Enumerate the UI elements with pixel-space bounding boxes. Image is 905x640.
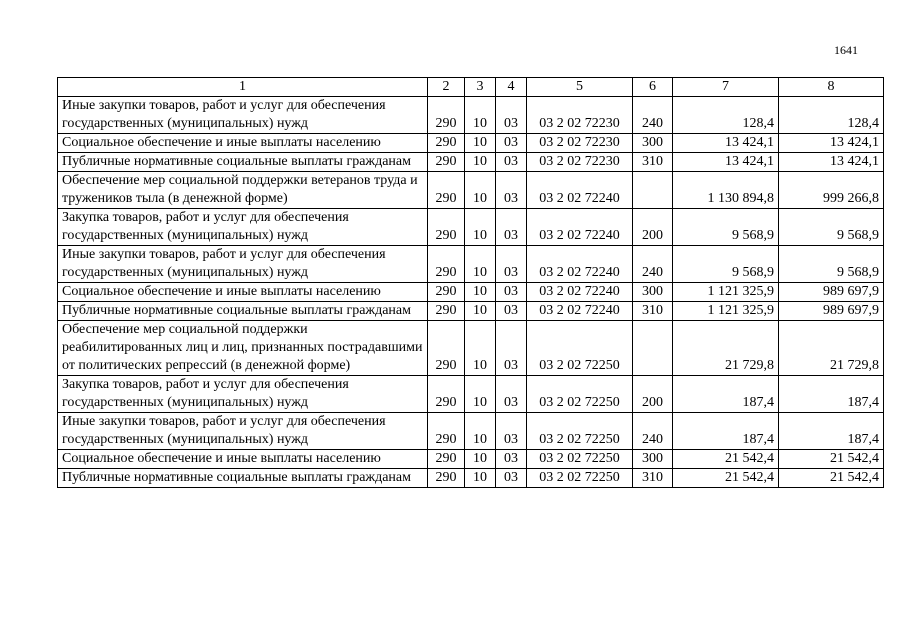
header-cell-3: 3: [465, 78, 496, 97]
row-amount-2: 989 697,9: [779, 302, 884, 321]
budget-table: [57, 77, 884, 488]
header-cell-6: 6: [633, 78, 673, 97]
row-code-pr: 03: [496, 209, 527, 246]
row-amount-1: 187,4: [673, 376, 779, 413]
row-code-rz: 10: [465, 469, 496, 488]
table-row: [58, 283, 884, 302]
row-code-vr: 310: [633, 302, 673, 321]
row-amount-1: 21 542,4: [673, 450, 779, 469]
row-code-pr: 03: [496, 376, 527, 413]
row-amount-1: 9 568,9: [673, 246, 779, 283]
row-name: Иные закупки товаров, работ и услуг для обеспечения государственных (муниципальных) нужд: [58, 246, 428, 283]
table-row: [58, 97, 884, 134]
row-code-vr: 310: [633, 469, 673, 488]
row-code-gr: 290: [428, 209, 465, 246]
header-cell-7: 7: [673, 78, 779, 97]
row-code-rz: 10: [465, 209, 496, 246]
row-name: Иные закупки товаров, работ и услуг для обеспечения государственных (муниципальных) нужд: [58, 97, 428, 134]
row-name: Социальное обеспечение и иные выплаты населению: [58, 450, 428, 469]
row-amount-1: 21 542,4: [673, 469, 779, 488]
row-name: Обеспечение мер социальной поддержки реабилитированных лиц и лиц, признанных пострадавшими от политических репрессий (в денежной форме): [58, 321, 428, 376]
header-cell-4: 4: [496, 78, 527, 97]
row-amount-1: 187,4: [673, 413, 779, 450]
table-row: [58, 302, 884, 321]
row-code-csr: 03 2 02 72240: [527, 172, 633, 209]
row-amount-1: 21 729,8: [673, 321, 779, 376]
row-code-rz: 10: [465, 134, 496, 153]
header-cell-5: 5: [527, 78, 633, 97]
row-amount-2: 999 266,8: [779, 172, 884, 209]
row-code-vr: 300: [633, 450, 673, 469]
row-amount-1: 1 130 894,8: [673, 172, 779, 209]
row-code-gr: 290: [428, 302, 465, 321]
row-code-rz: 10: [465, 172, 496, 209]
row-code-pr: 03: [496, 134, 527, 153]
row-code-vr: [633, 321, 673, 376]
row-code-pr: 03: [496, 413, 527, 450]
row-name: Публичные нормативные социальные выплаты гражданам: [58, 469, 428, 488]
row-code-pr: 03: [496, 153, 527, 172]
row-amount-1: 1 121 325,9: [673, 283, 779, 302]
row-code-vr: 240: [633, 97, 673, 134]
row-code-rz: 10: [465, 376, 496, 413]
table-row: [58, 246, 884, 283]
row-code-pr: 03: [496, 97, 527, 134]
row-name: Публичные нормативные социальные выплаты гражданам: [58, 302, 428, 321]
row-code-vr: 200: [633, 376, 673, 413]
row-amount-1: 13 424,1: [673, 134, 779, 153]
row-code-csr: 03 2 02 72240: [527, 246, 633, 283]
row-code-gr: 290: [428, 413, 465, 450]
table-row: [58, 413, 884, 450]
row-code-vr: [633, 172, 673, 209]
row-amount-1: 13 424,1: [673, 153, 779, 172]
row-code-rz: 10: [465, 246, 496, 283]
row-code-vr: 200: [633, 209, 673, 246]
row-code-gr: 290: [428, 97, 465, 134]
row-code-vr: 310: [633, 153, 673, 172]
row-code-csr: 03 2 02 72230: [527, 153, 633, 172]
page-number: 1641: [834, 43, 858, 57]
row-code-rz: 10: [465, 321, 496, 376]
row-amount-2: 128,4: [779, 97, 884, 134]
row-code-rz: 10: [465, 302, 496, 321]
row-code-vr: 300: [633, 134, 673, 153]
row-code-gr: 290: [428, 450, 465, 469]
table-row: [58, 450, 884, 469]
row-code-gr: 290: [428, 469, 465, 488]
row-code-gr: 290: [428, 172, 465, 209]
table-row: [58, 469, 884, 488]
row-name: Обеспечение мер социальной поддержки ветеранов труда и тружеников тыла (в денежной форме): [58, 172, 428, 209]
row-code-gr: 290: [428, 134, 465, 153]
row-name: Иные закупки товаров, работ и услуг для обеспечения государственных (муниципальных) нужд: [58, 413, 428, 450]
row-code-rz: 10: [465, 450, 496, 469]
row-code-vr: 300: [633, 283, 673, 302]
row-code-pr: 03: [496, 450, 527, 469]
row-code-gr: 290: [428, 153, 465, 172]
row-amount-1: 128,4: [673, 97, 779, 134]
row-code-rz: 10: [465, 283, 496, 302]
table-row: [58, 209, 884, 246]
row-amount-2: 21 542,4: [779, 450, 884, 469]
table-row: [58, 134, 884, 153]
row-amount-2: 9 568,9: [779, 246, 884, 283]
table-row: [58, 321, 884, 376]
row-code-pr: 03: [496, 469, 527, 488]
table-row: [58, 172, 884, 209]
row-code-gr: 290: [428, 321, 465, 376]
row-code-rz: 10: [465, 413, 496, 450]
row-code-vr: 240: [633, 413, 673, 450]
row-code-rz: 10: [465, 97, 496, 134]
header-cell-2: 2: [428, 78, 465, 97]
row-code-rz: 10: [465, 153, 496, 172]
row-amount-2: 9 568,9: [779, 209, 884, 246]
row-name: Публичные нормативные социальные выплаты гражданам: [58, 153, 428, 172]
row-amount-2: 13 424,1: [779, 134, 884, 153]
header-cell-8: 8: [779, 78, 884, 97]
header-cell-1: 1: [58, 78, 428, 97]
table-header-row: [58, 78, 884, 97]
row-code-gr: 290: [428, 376, 465, 413]
row-code-gr: 290: [428, 246, 465, 283]
row-code-pr: 03: [496, 321, 527, 376]
table-row: [58, 153, 884, 172]
row-amount-2: 13 424,1: [779, 153, 884, 172]
row-code-pr: 03: [496, 172, 527, 209]
row-code-csr: 03 2 02 72250: [527, 450, 633, 469]
row-code-gr: 290: [428, 283, 465, 302]
row-code-pr: 03: [496, 283, 527, 302]
row-amount-1: 9 568,9: [673, 209, 779, 246]
row-name: Закупка товаров, работ и услуг для обеспечения государственных (муниципальных) нужд: [58, 376, 428, 413]
row-code-vr: 240: [633, 246, 673, 283]
row-amount-2: 187,4: [779, 376, 884, 413]
row-code-pr: 03: [496, 302, 527, 321]
row-amount-2: 21 729,8: [779, 321, 884, 376]
row-code-csr: 03 2 02 72240: [527, 209, 633, 246]
row-code-csr: 03 2 02 72250: [527, 321, 633, 376]
row-name: Социальное обеспечение и иные выплаты населению: [58, 283, 428, 302]
row-code-csr: 03 2 02 72250: [527, 376, 633, 413]
row-amount-2: 989 697,9: [779, 283, 884, 302]
table-row: [58, 376, 884, 413]
row-code-csr: 03 2 02 72230: [527, 97, 633, 134]
row-code-csr: 03 2 02 72240: [527, 283, 633, 302]
row-code-pr: 03: [496, 246, 527, 283]
row-code-csr: 03 2 02 72250: [527, 413, 633, 450]
row-amount-1: 1 121 325,9: [673, 302, 779, 321]
table-body: [58, 78, 884, 488]
row-code-csr: 03 2 02 72250: [527, 469, 633, 488]
row-code-csr: 03 2 02 72240: [527, 302, 633, 321]
row-name: Социальное обеспечение и иные выплаты населению: [58, 134, 428, 153]
row-code-csr: 03 2 02 72230: [527, 134, 633, 153]
row-amount-2: 187,4: [779, 413, 884, 450]
row-name: Закупка товаров, работ и услуг для обеспечения государственных (муниципальных) нужд: [58, 209, 428, 246]
row-amount-2: 21 542,4: [779, 469, 884, 488]
